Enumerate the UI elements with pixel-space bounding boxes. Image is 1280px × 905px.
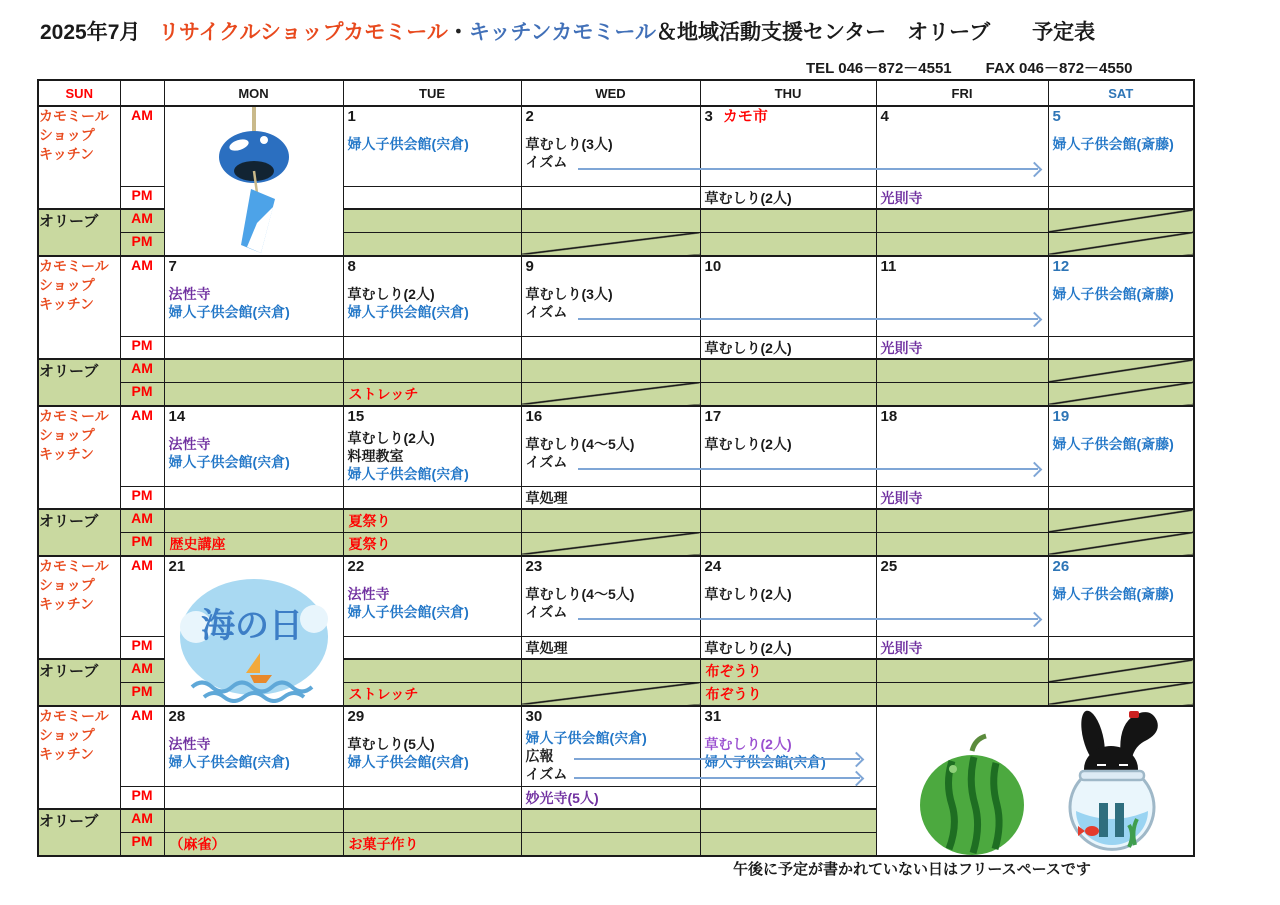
day-number: 30 [525, 708, 543, 725]
event: 草処理 [525, 639, 568, 656]
day-number: 4 [880, 108, 889, 125]
event: イズム [525, 154, 568, 170]
event: 光則寺 [880, 189, 923, 206]
continuation-arrow [578, 468, 1038, 470]
monday-marine-day-cell [164, 556, 343, 706]
olive-cell [521, 659, 700, 682]
day-number: 17 [704, 408, 722, 425]
day-cell-jul24 [700, 556, 876, 636]
day-cell-jul11 [876, 256, 1048, 336]
pm-cell [343, 786, 521, 809]
olive-cell [164, 832, 343, 856]
am-label: AM [120, 256, 164, 336]
day-cell-jul10 [700, 256, 876, 336]
olive-cell-closed [1048, 209, 1194, 232]
olive-event: 布ぞうり [705, 663, 762, 679]
pm-cell [876, 336, 1048, 359]
free-space-footnote: 午後に予定が書かれていない日はフリースペースです [733, 861, 1091, 878]
day-cell-jul14 [164, 406, 343, 486]
day-cell-jul1 [343, 106, 521, 186]
pm-cell [700, 486, 876, 509]
marine-day-illustration [174, 575, 334, 703]
pm-label: PM [120, 682, 164, 706]
day-cell-jul5 [1048, 106, 1194, 186]
event: イズム [525, 604, 568, 620]
olive-section-label: オリーブ [38, 209, 120, 256]
olive-cell [876, 209, 1048, 232]
olive-cell [164, 809, 343, 832]
event: 婦人子供会館(宍倉) [168, 754, 290, 770]
am-label: AM [120, 406, 164, 486]
event: 婦人子供会館(斎藤) [1052, 586, 1174, 602]
olive-section-label: オリーブ [38, 509, 120, 556]
olive-cell-closed [1048, 509, 1194, 532]
event: イズム [525, 766, 568, 782]
day-number: 31 [704, 708, 722, 725]
event: 草むしり(2人) [704, 436, 792, 452]
pm-label: PM [120, 336, 164, 359]
day-number: 8 [347, 258, 356, 275]
olive-event: （麻雀） [169, 835, 226, 852]
day-number: 1 [347, 108, 356, 125]
pm-cell [343, 336, 521, 359]
header-wed: WED [521, 80, 700, 106]
event: 料理教室 [347, 448, 404, 464]
olive-cell-closed [1048, 682, 1194, 706]
pm-cell [876, 486, 1048, 509]
pm-cell [521, 486, 700, 509]
week3-shop-pm-row [38, 486, 1194, 509]
contact-line [806, 57, 1132, 78]
pm-cell [1048, 636, 1194, 659]
olive-event: お菓子作り [348, 835, 419, 852]
continuation-arrow [574, 777, 860, 779]
week1-shop-am-row [38, 106, 1194, 186]
olive-cell-closed [521, 382, 700, 406]
am-label: AM [120, 359, 164, 382]
olive-cell [343, 659, 521, 682]
day-cell-jul12 [1048, 256, 1194, 336]
event: 草処理 [525, 489, 568, 506]
pm-cell [521, 636, 700, 659]
event: 光則寺 [880, 339, 923, 356]
monday-windchime-cell [164, 106, 343, 256]
olive-cell-closed [521, 682, 700, 706]
title-kitchen: キッチンカモミール [468, 21, 656, 44]
pm-cell [1048, 486, 1194, 509]
shop-section-label: カモミール ショップ キッチン [38, 406, 120, 509]
pm-label: PM [120, 186, 164, 209]
header-sun: SUN [38, 80, 120, 106]
title-month: 2025年7月 [40, 21, 141, 44]
shop-section-label: カモミール ショップ キッチン [38, 256, 120, 359]
event: 婦人子供会館(宍倉) [347, 304, 469, 320]
day-number: 23 [525, 558, 543, 575]
day-number: 9 [525, 258, 534, 275]
tel-number: TEL 046－872－4551 [806, 60, 952, 77]
olive-cell [700, 382, 876, 406]
olive-cell [343, 382, 521, 406]
week3-shop-am-row [38, 406, 1194, 486]
olive-cell-closed [1048, 382, 1194, 406]
day-cell-jul25 [876, 556, 1048, 636]
weekday-header-row [38, 80, 1194, 106]
am-label: AM [120, 509, 164, 532]
event: 草むしり(4～5人) [525, 436, 635, 452]
continuation-arrow [574, 758, 860, 760]
day-number: 29 [347, 708, 365, 725]
page-title [40, 16, 1095, 46]
olive-cell [164, 509, 343, 532]
event: 婦人子供会館(宍倉) [347, 136, 469, 152]
olive-cell [700, 532, 876, 556]
day-number: 15 [347, 408, 365, 425]
olive-cell [700, 509, 876, 532]
day-number: 12 [1052, 258, 1070, 275]
continuation-arrow [578, 168, 1038, 170]
day-cell-jul18 [876, 406, 1048, 486]
event: 光則寺 [880, 639, 923, 656]
header-spacer [120, 80, 164, 106]
continuation-arrow [578, 318, 1038, 320]
olive-cell [700, 682, 876, 706]
event: 草むしり(5人) [347, 736, 435, 752]
week2-shop-pm-row [38, 336, 1194, 359]
pm-cell [343, 186, 521, 209]
event: イズム [525, 454, 568, 470]
day-cell-jul3 [700, 106, 876, 186]
olive-cell-closed [521, 532, 700, 556]
day-cell-jul8 [343, 256, 521, 336]
title-rest: ＆地域活動支援センター オリーブ 予定表 [656, 21, 1096, 44]
event: 法性寺 [168, 286, 211, 302]
day-number: 2 [525, 108, 534, 125]
day-number: 5 [1052, 108, 1061, 125]
week2-shop-am-row [38, 256, 1194, 336]
event: 広報 [525, 748, 554, 764]
day-number: 26 [1052, 558, 1070, 575]
event: 婦人子供会館(斎藤) [1052, 286, 1174, 302]
olive-cell-closed [1048, 659, 1194, 682]
week3-olive-am-row [38, 509, 1194, 532]
event: 光則寺 [880, 489, 923, 506]
olive-cell [876, 682, 1048, 706]
event: 法性寺 [347, 586, 390, 602]
continuation-arrow [578, 618, 1038, 620]
am-label: AM [120, 809, 164, 832]
olive-cell [876, 232, 1048, 256]
week5-shop-am-row [38, 706, 1194, 786]
event: 草むしり(3人) [525, 286, 613, 302]
am-label: AM [120, 659, 164, 682]
shop-section-label: カモミール ショップ キッチン [38, 706, 120, 809]
fax-number: FAX 046－872－4550 [985, 60, 1133, 77]
day-number: 10 [704, 258, 722, 275]
day-cell-jul26 [1048, 556, 1194, 636]
event: 草むしり(2人) [347, 286, 435, 302]
event: 草むしり(3人) [525, 136, 613, 152]
weekend-illustration-cell [876, 706, 1194, 856]
schedule-table [37, 79, 1195, 857]
day-cell-jul15 [343, 406, 521, 486]
pm-label: PM [120, 832, 164, 856]
day-number: 16 [525, 408, 543, 425]
olive-cell [343, 232, 521, 256]
week2-olive-am-row [38, 359, 1194, 382]
day-number: 22 [347, 558, 365, 575]
olive-event: 歴史講座 [169, 535, 226, 552]
olive-cell [876, 532, 1048, 556]
olive-cell [164, 359, 343, 382]
event: 草むしり(4～5人) [525, 586, 635, 602]
event: 草むしり(2人) [704, 736, 792, 752]
olive-cell [700, 232, 876, 256]
day-number: 25 [880, 558, 898, 575]
pm-cell [1048, 336, 1194, 359]
pm-cell [876, 636, 1048, 659]
header-thu: THU [700, 80, 876, 106]
day-cell-jul9 [521, 256, 700, 336]
day-cell-jul19 [1048, 406, 1194, 486]
shop-section-label: カモミール ショップ キッチン [38, 106, 120, 209]
event: 婦人子供会館(宍倉) [704, 754, 826, 770]
olive-cell [700, 809, 876, 832]
olive-section-label: オリーブ [38, 809, 120, 856]
day-cell-jul7 [164, 256, 343, 336]
olive-cell [521, 809, 700, 832]
event: 婦人子供会館(宍倉) [168, 304, 290, 320]
day-number: 24 [704, 558, 722, 575]
event: イズム [525, 304, 568, 320]
day-cell-jul31 [700, 706, 876, 786]
olive-section-label: オリーブ [38, 359, 120, 406]
header-sat: SAT [1048, 80, 1194, 106]
title-recycle-shop: リサイクルショップカモミール [158, 21, 448, 44]
week3-olive-pm-row [38, 532, 1194, 556]
olive-cell-closed [1048, 532, 1194, 556]
pm-label: PM [120, 786, 164, 809]
pm-label: PM [120, 486, 164, 509]
pm-cell [700, 786, 876, 809]
pm-cell [164, 336, 343, 359]
marine-day-text: 海の日 [200, 607, 303, 645]
day-cell-jul4 [876, 106, 1048, 186]
olive-cell [521, 209, 700, 232]
olive-cell [876, 382, 1048, 406]
wind-chime-illustration [165, 107, 342, 255]
olive-cell-closed [1048, 359, 1194, 382]
event: 婦人子供会館(斎藤) [1052, 436, 1174, 452]
olive-cell [521, 509, 700, 532]
shop-section-label: カモミール ショップ キッチン [38, 556, 120, 659]
pm-cell [164, 486, 343, 509]
header-fri: FRI [876, 80, 1048, 106]
pm-cell [700, 336, 876, 359]
watermelon-and-rabbit-in-fishbowl-illustration [877, 707, 1193, 855]
title-separator: ・ [447, 21, 469, 44]
olive-cell [700, 209, 876, 232]
day-number: 14 [168, 408, 186, 425]
am-label: AM [120, 106, 164, 186]
pm-cell [521, 786, 700, 809]
olive-event: 夏祭り [348, 535, 391, 552]
olive-cell [343, 682, 521, 706]
day-number: 21 [168, 558, 186, 575]
olive-cell [164, 532, 343, 556]
pm-label: PM [120, 636, 164, 659]
pm-cell [700, 186, 876, 209]
day-cell-jul16 [521, 406, 700, 486]
event: 法性寺 [168, 436, 211, 452]
olive-cell [700, 359, 876, 382]
event: 婦人子供会館(宍倉) [347, 604, 469, 620]
week2-olive-pm-row [38, 382, 1194, 406]
olive-cell [876, 509, 1048, 532]
olive-cell [521, 359, 700, 382]
am-label: AM [120, 706, 164, 786]
olive-cell [343, 359, 521, 382]
event: 法性寺 [168, 736, 211, 752]
day-cell-jul30 [521, 706, 700, 786]
olive-cell [700, 832, 876, 856]
olive-event: 布ぞうり [705, 685, 762, 702]
am-label: AM [120, 209, 164, 232]
pm-cell [700, 636, 876, 659]
day-cell-jul2 [521, 106, 700, 186]
day-number: 28 [168, 708, 186, 725]
olive-cell [343, 832, 521, 856]
olive-cell [343, 509, 521, 532]
pm-cell [343, 636, 521, 659]
olive-cell [343, 532, 521, 556]
pm-label: PM [120, 382, 164, 406]
olive-event: ストレッチ [348, 385, 419, 402]
olive-cell-closed [1048, 232, 1194, 256]
event: 婦人子供会館(宍倉) [525, 730, 647, 746]
kamo-market-tag: カモ市 [722, 108, 768, 125]
day-number: 18 [880, 408, 898, 425]
day-number: 3 カモ市 [704, 108, 768, 125]
olive-cell [521, 832, 700, 856]
olive-cell [343, 809, 521, 832]
header-tue: TUE [343, 80, 521, 106]
olive-event: ストレッチ [348, 685, 419, 702]
event: 婦人子供会館(宍倉) [168, 454, 290, 470]
event: 婦人子供会館(宍倉) [347, 466, 469, 482]
olive-cell [164, 382, 343, 406]
pm-cell [521, 186, 700, 209]
event: 婦人子供会館(斎藤) [1052, 136, 1174, 152]
olive-section-label: オリーブ [38, 659, 120, 706]
olive-cell [343, 209, 521, 232]
pm-cell [343, 486, 521, 509]
event: 草むしり(2人) [347, 430, 435, 446]
pm-label: PM [120, 232, 164, 256]
event: 草むしり(2人) [704, 339, 792, 356]
day-number: 7 [168, 258, 177, 275]
pm-cell [521, 336, 700, 359]
week4-shop-am-row [38, 556, 1194, 636]
event: 草むしり(2人) [704, 639, 792, 656]
event: 婦人子供会館(宍倉) [347, 754, 469, 770]
event: 草むしり(2人) [704, 586, 792, 602]
day-number: 19 [1052, 408, 1070, 425]
pm-cell [164, 786, 343, 809]
header-mon: MON [164, 80, 343, 106]
day-cell-jul29 [343, 706, 521, 786]
am-label: AM [120, 556, 164, 636]
day-cell-jul23 [521, 556, 700, 636]
pm-label: PM [120, 532, 164, 556]
event: 草むしり(2人) [704, 189, 792, 206]
day-cell-jul28 [164, 706, 343, 786]
event: 妙光寺(5人) [525, 789, 599, 806]
olive-cell [700, 659, 876, 682]
day-number: 11 [880, 258, 897, 275]
olive-event: 夏祭り [348, 513, 391, 529]
day-cell-jul22 [343, 556, 521, 636]
olive-cell [876, 659, 1048, 682]
pm-cell [1048, 186, 1194, 209]
olive-cell [876, 359, 1048, 382]
olive-cell-closed [521, 232, 700, 256]
pm-cell [876, 186, 1048, 209]
day-cell-jul17 [700, 406, 876, 486]
